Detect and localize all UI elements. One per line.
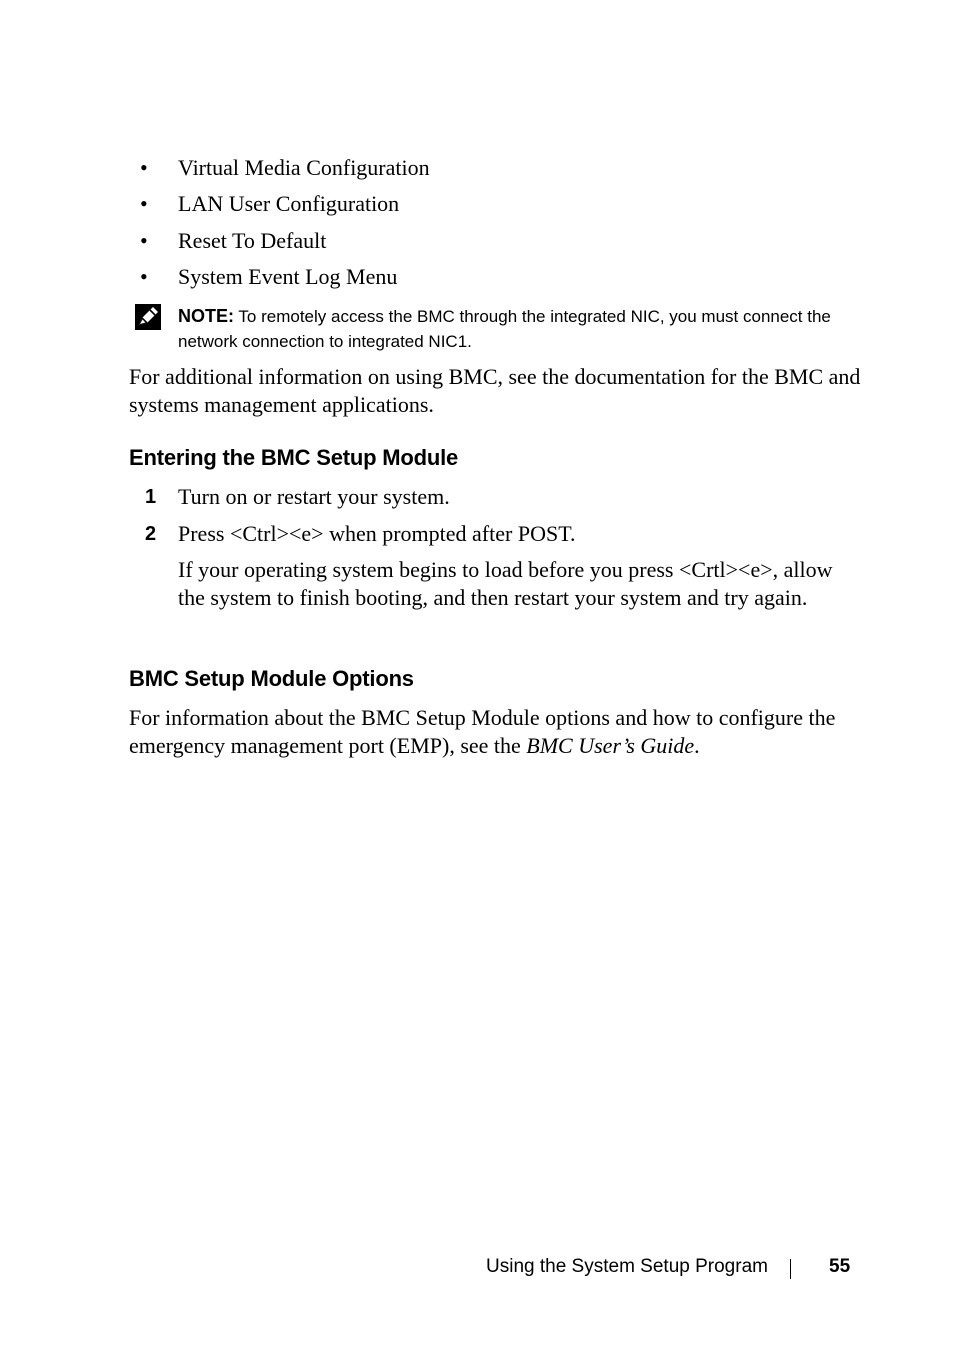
step-text: Turn on or restart your system. xyxy=(178,484,450,509)
page-number: 55 xyxy=(829,1256,851,1277)
bullet-glyph: • xyxy=(140,264,148,289)
footer-section-title: Using the System Setup Program xyxy=(486,1256,768,1277)
note-label: NOTE: xyxy=(178,306,234,326)
step-detail-paragraph: If your operating system begins to load before you press <Crtl><e>, allow the system to finish booting, and then restart your system and try again. xyxy=(178,557,833,610)
bullet-text: System Event Log Menu xyxy=(178,264,398,289)
bullet-text: Reset To Default xyxy=(178,228,327,253)
bullet-glyph: • xyxy=(140,228,148,253)
step-number: 2 xyxy=(145,523,157,545)
options-paragraph-text: For information about the BMC Setup Module options and how to configure the emergency management port (EMP), see the xyxy=(129,705,836,758)
note-pencil-icon xyxy=(134,303,162,331)
footer-separator xyxy=(790,1259,791,1279)
options-paragraph-end: . xyxy=(694,733,700,758)
note-box xyxy=(178,304,868,354)
intro-paragraph: For additional information on using BMC, see the documentation for the BMC and systems management applications. xyxy=(129,364,861,417)
note-text: To remotely access the BMC through the integrated NIC, you must connect the network connection to integrated NIC1. xyxy=(178,307,831,351)
bullet-text: Virtual Media Configuration xyxy=(178,155,430,180)
options-paragraph xyxy=(129,704,864,760)
bullet-text: LAN User Configuration xyxy=(178,191,400,216)
section-heading-entering-bmc: Entering the BMC Setup Module xyxy=(129,445,459,470)
bullet-glyph: • xyxy=(140,155,148,180)
guide-title: BMC User’s Guide xyxy=(526,733,695,758)
bullet-glyph: • xyxy=(140,191,148,216)
step-text: Press <Ctrl><e> when prompted after POST. xyxy=(178,521,576,546)
step-number: 1 xyxy=(145,486,157,508)
section-heading-bmc-options: BMC Setup Module Options xyxy=(129,666,414,691)
